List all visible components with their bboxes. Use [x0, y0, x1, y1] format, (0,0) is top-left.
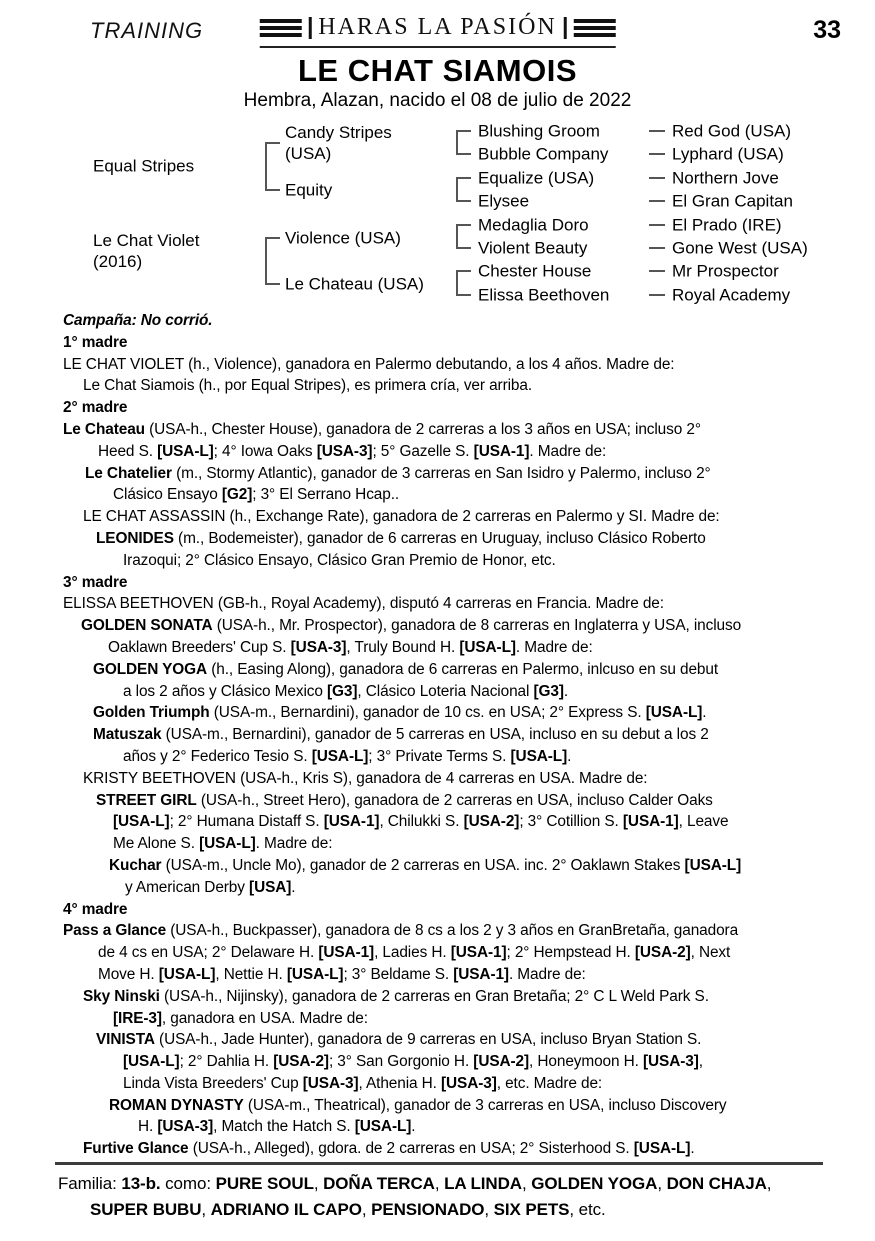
text-line: Kuchar (USA-m., Uncle Mo), ganador de 2 carreras en USA. inc. 2° Oaklawn Stakes [USA-L]	[109, 856, 742, 874]
text-line: LE CHAT VIOLET (h., Violence), ganadora en Palermo debutando, a los 4 años. Madre de:	[63, 355, 675, 373]
pedigree-gen3-entry: Chester House	[478, 261, 592, 281]
tree-connector	[456, 224, 471, 226]
tree-connector	[456, 224, 458, 249]
tree-connector	[456, 153, 471, 155]
pedigree-gen4-entry: Gone West (USA)	[672, 238, 808, 258]
text-line: y American Derby [USA].	[125, 878, 296, 896]
section-label: TRAINING	[90, 18, 204, 43]
text-line: 3° madre	[63, 573, 128, 591]
tree-connector	[456, 130, 458, 155]
text-line: Irazoqui; 2° Clásico Ensayo, Clásico Gran Premio de Honor, etc.	[123, 551, 556, 569]
text-line: Clásico Ensayo [G2]; 3° El Serrano Hcap..	[113, 486, 400, 504]
pedigree-gen4-entry: El Gran Capitan	[672, 191, 793, 211]
pedigree-gen3-entry: Bubble Company	[478, 144, 609, 164]
tree-connector	[265, 237, 280, 239]
text-line: Golden Triumph (USA-m., Bernardini), ganador de 10 cs. en USA; 2° Express S. [USA-L].	[93, 704, 707, 722]
tree-connector	[649, 270, 665, 272]
tree-connector	[456, 270, 471, 272]
text-line: Linda Vista Breeders' Cup [USA-3], Athenia H. [USA-3], etc. Madre de:	[123, 1074, 603, 1092]
tree-connector	[456, 177, 458, 202]
text-line: 2° madre	[63, 399, 128, 417]
pedigree-gen2-entry: Candy Stripes (USA)	[285, 123, 392, 163]
tree-connector	[649, 130, 665, 132]
horse-name-title: LE CHAT SIAMOIS	[297, 53, 578, 88]
pedigree-gen4-entry: Northern Jove	[672, 168, 779, 188]
text-line: LEONIDES (m., Bodemeister), ganador de 6 carreras en Uruguay, incluso Clásico Roberto	[96, 529, 706, 547]
pedigree-gen4-entry: Red God (USA)	[672, 121, 792, 141]
text-line: LE CHAT ASSASSIN (h., Exchange Rate), ganadora de 2 carreras en Palermo y SI. Madre de:	[83, 508, 720, 526]
pedigree-gen3-entry: Elissa Beethoven	[478, 285, 610, 305]
text-line: años y 2° Federico Tesio S. [USA-L]; 3° Private Terms S. [USA-L].	[123, 747, 572, 765]
tree-connector	[456, 247, 471, 249]
pedigree-gen4-entry: Lyphard (USA)	[672, 144, 784, 164]
text-line: Le Chat Siamois (h., por Equal Stripes), es primera cría, ver arriba.	[83, 377, 533, 395]
text-line: ELISSA BEETHOVEN (GB-h., Royal Academy), disputó 4 carreras en Francia. Madre de:	[63, 595, 664, 613]
pedigree-gen1-entry: Le Chat Violet (2016)	[93, 231, 200, 271]
tree-connector	[649, 294, 665, 296]
pedigree-gen1-entry: Equal Stripes	[93, 156, 195, 176]
text-line: de 4 cs en USA; 2° Delaware H. [USA-1], Ladies H. [USA-1]; 2° Hempstead H. [USA-2], Next	[98, 944, 731, 962]
tree-connector	[456, 294, 471, 296]
tree-connector	[456, 200, 471, 202]
pedigree-gen3-entry: Medaglia Doro	[478, 215, 589, 235]
pedigree-gen2-entry: Violence (USA)	[285, 228, 401, 248]
text-line: VINISTA (USA-h., Jade Hunter), ganadora de 9 carreras en USA, incluso Bryan Station S.	[96, 1031, 702, 1049]
pedigree-gen3-entry: Blushing Groom	[478, 121, 600, 141]
tree-connector	[456, 270, 458, 295]
pedigree-gen2-entry: Le Chateau (USA)	[285, 274, 424, 294]
text-line: Familia: 13-b. como: PURE SOUL, DOÑA TERCA, LA LINDA, GOLDEN YOGA, DON CHAJA,	[58, 1174, 772, 1193]
tree-connector	[649, 247, 665, 249]
pedigree-gen3-entry: Violent Beauty	[478, 238, 588, 258]
pedigree-gen3-entry: Elysee	[478, 191, 530, 211]
text-line: a los 2 años y Clásico Mexico [G3], Clásico Loteria Nacional [G3].	[123, 682, 569, 700]
text-line: GOLDEN YOGA (h., Easing Along), ganadora de 6 carreras en Palermo, inlcuso en su debut	[93, 660, 719, 678]
tree-connector	[265, 142, 280, 144]
text-line: [USA-L]; 2° Humana Distaff S. [USA-1], Chilukki S. [USA-2]; 3° Cotillion S. [USA-1], Leave	[113, 813, 729, 831]
tree-connector	[265, 142, 267, 191]
text-line: Matuszak (USA-m., Bernardini), ganador de 5 carreras en USA, incluso en su debut a los 2	[93, 726, 709, 744]
text-line: Heed S. [USA-L]; 4° Iowa Oaks [USA-3]; 5° Gazelle S. [USA-1]. Madre de:	[98, 442, 607, 460]
text-line: 4° madre	[63, 900, 128, 918]
horse-details: Hembra, Alazan, nacido el 08 de julio de 2022	[243, 90, 632, 111]
pedigree-gen3-entry: Equalize (USA)	[478, 168, 595, 188]
text-line: Pass a Glance (USA-h., Buckpasser), ganadora de 8 cs a los 2 y 3 años en GranBretaña, ganadora	[63, 922, 739, 940]
text-line: Le Chateau (USA-h., Chester House), ganadora de 2 carreras a los 3 años en USA; incluso 2°	[63, 420, 701, 438]
tree-connector	[649, 224, 665, 226]
tree-connector	[265, 283, 280, 285]
text-line: STREET GIRL (USA-h., Street Hero), ganadora de 2 carreras en USA, incluso Calder Oaks	[96, 791, 713, 809]
page-number: 33	[813, 16, 841, 44]
pedigree-gen4-entry: Royal Academy	[672, 285, 791, 305]
text-line: Me Alone S. [USA-L]. Madre de:	[113, 835, 333, 853]
pedigree-gen4-entry: El Prado (IRE)	[672, 215, 782, 235]
pedigree-notes	[63, 310, 825, 1160]
footer-divider	[55, 1162, 823, 1165]
text-line: Campaña: No corrió.	[63, 312, 213, 329]
text-line: 1° madre	[63, 333, 128, 351]
text-line: GOLDEN SONATA (USA-h., Mr. Prospector), ganadora de 8 carreras en Inglaterra y USA, incluso	[81, 617, 742, 635]
text-line: Le Chatelier (m., Stormy Atlantic), ganador de 3 carreras en San Isidro y Palermo, incluso 2°	[85, 464, 711, 482]
family-note	[58, 1171, 830, 1222]
text-line: [IRE-3], ganadora en USA. Madre de:	[113, 1009, 368, 1027]
tree-connector	[265, 237, 267, 285]
text-line: SUPER BUBU, ADRIANO IL CAPO, PENSIONADO, SIX PETS, etc.	[90, 1199, 606, 1219]
text-line: KRISTY BEETHOVEN (USA-h., Kris S), ganadora de 4 carreras en USA. Madre de:	[83, 769, 648, 787]
tree-connector	[456, 177, 471, 179]
tree-connector	[456, 130, 471, 132]
text-line: Oaklawn Breeders' Cup S. [USA-3], Truly Bound H. [USA-L]. Madre de:	[108, 638, 593, 656]
tree-connector	[649, 200, 665, 202]
brand-name: HARAS LA PASIÓN	[318, 14, 557, 40]
text-line: Move H. [USA-L], Nettie H. [USA-L]; 3° Beldame S. [USA-1]. Madre de:	[98, 965, 586, 983]
tree-connector	[649, 177, 665, 179]
pedigree-gen4-entry: Mr Prospector	[672, 261, 779, 281]
text-line: ROMAN DYNASTY (USA-m., Theatrical), ganador de 3 carreras en USA, incluso Discovery	[109, 1096, 727, 1114]
text-line: [USA-L]; 2° Dahlia H. [USA-2]; 3° San Gorgonio H. [USA-2], Honeymoon H. [USA-3],	[123, 1053, 703, 1071]
tree-connector	[265, 189, 280, 191]
text-line: Sky Ninski (USA-h., Nijinsky), ganadora de 2 carreras en Gran Bretaña; 2° C L Weld Park S.	[83, 987, 709, 1005]
text-line: H. [USA-3], Match the Hatch S. [USA-L].	[138, 1118, 416, 1136]
tree-connector	[649, 153, 665, 155]
pedigree-gen2-entry: Equity	[285, 180, 333, 200]
text-line: Furtive Glance (USA-h., Alleged), gdora. de 2 carreras en USA; 2° Sisterhood S. [USA-L].	[83, 1140, 695, 1158]
